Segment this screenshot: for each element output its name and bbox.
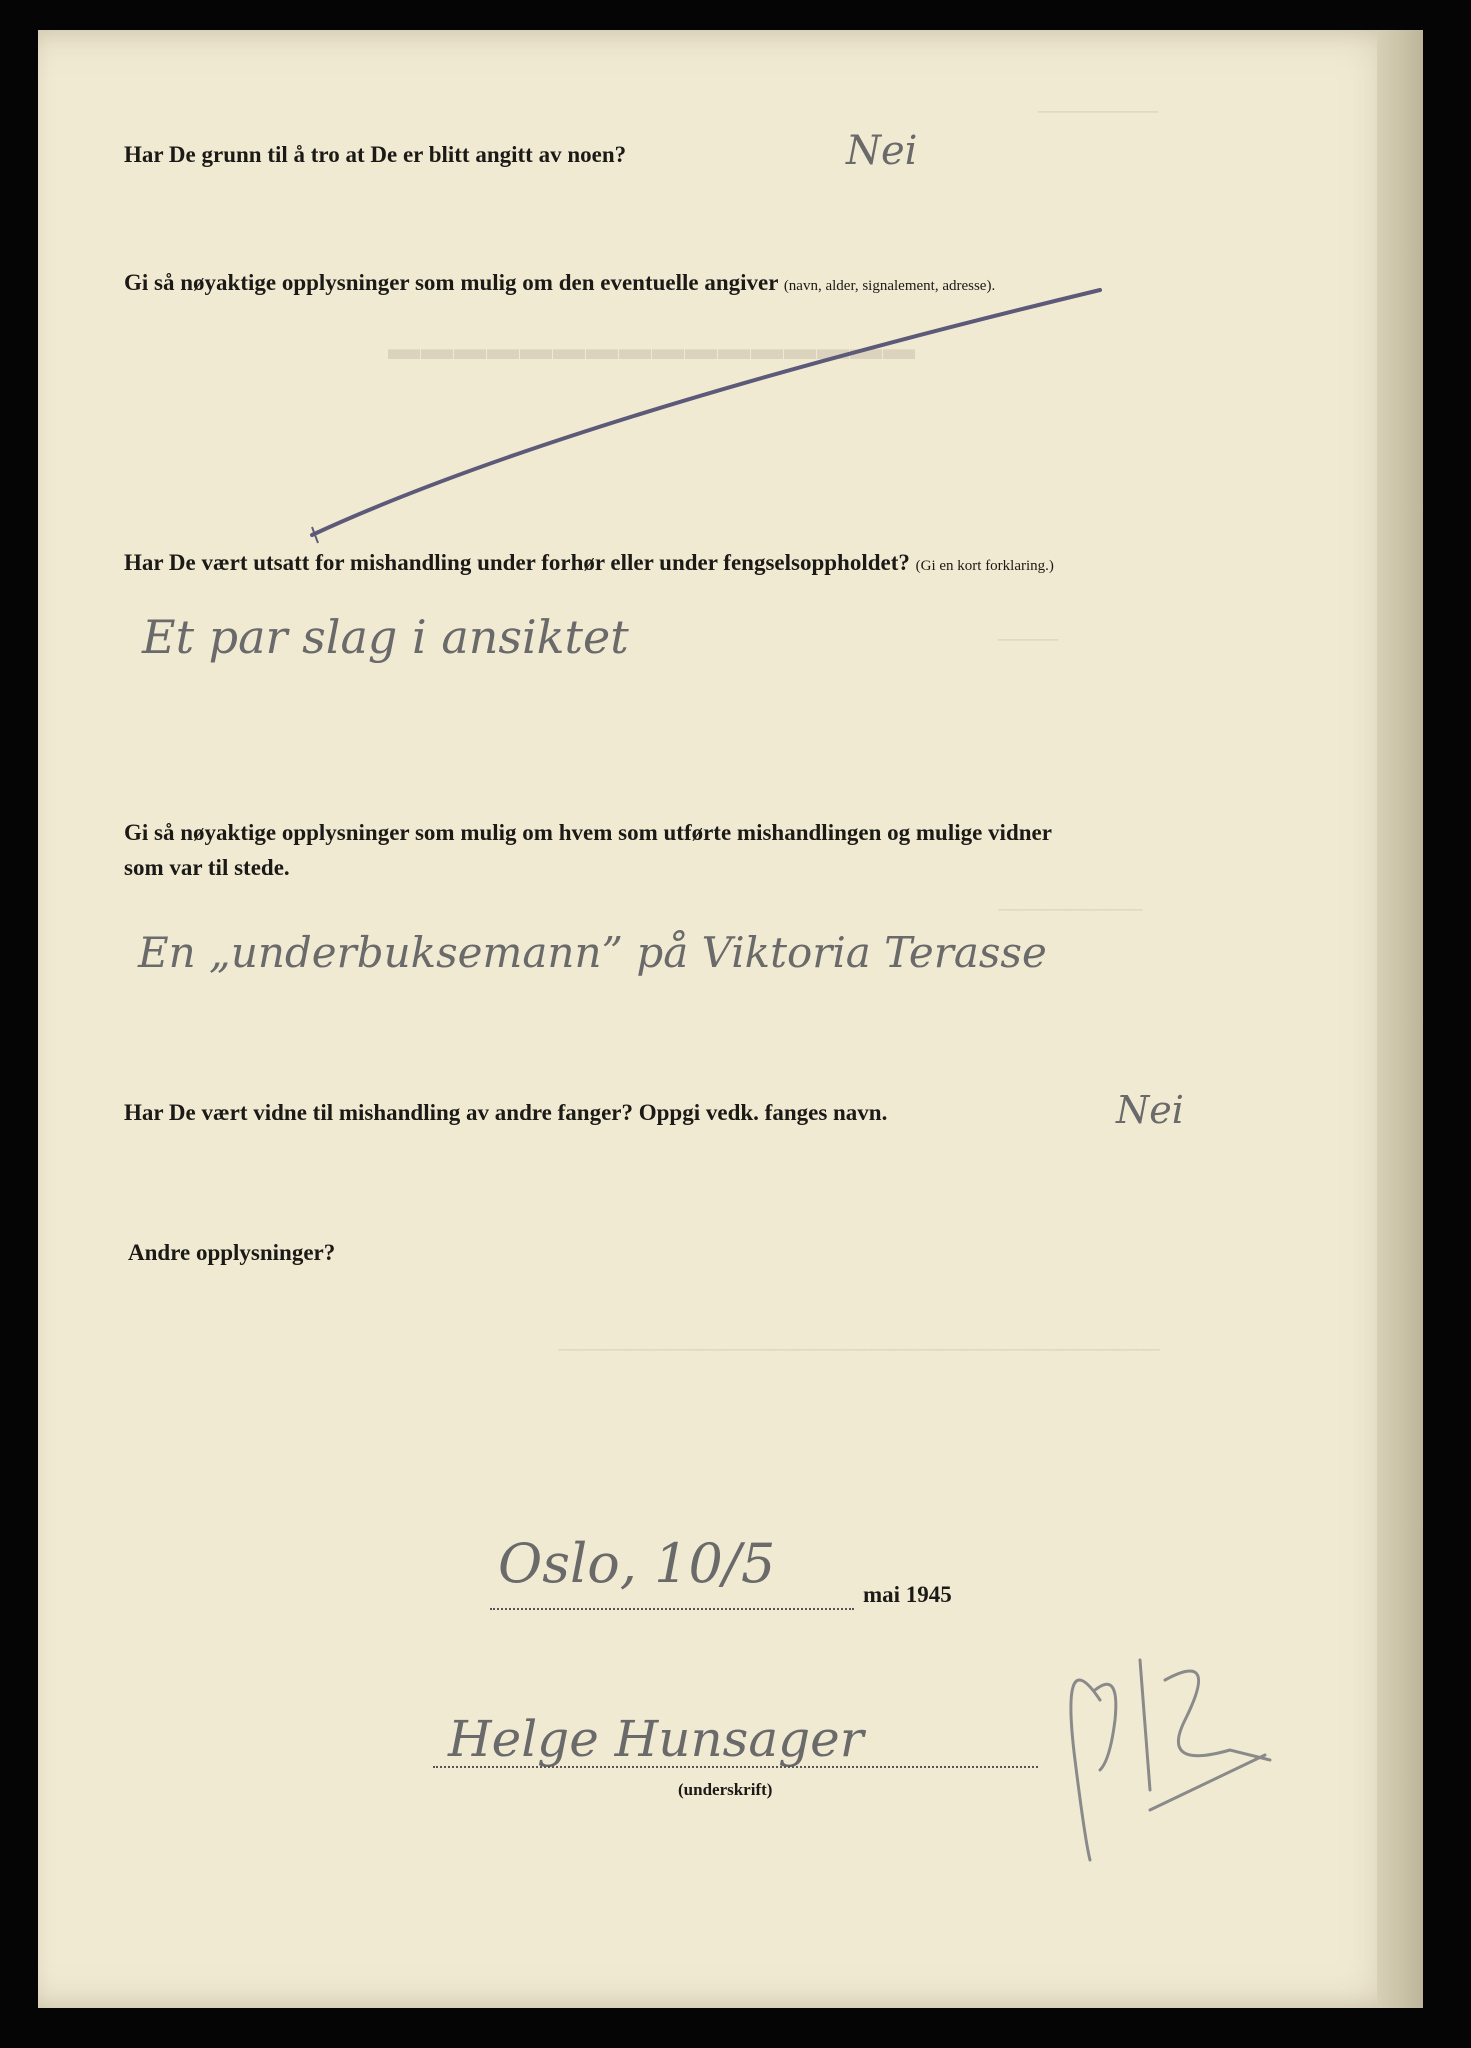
answer-3-handwritten: Et par slag i ansiktet	[142, 610, 629, 664]
bleed-through-line: ─────	[998, 630, 1059, 649]
question-4-text-line2: som var til stede.	[124, 855, 290, 880]
date-printed-text: mai 1945	[863, 1582, 952, 1607]
answer-4-handwritten: En „underbuksemann” på Viktoria Terasse	[138, 928, 1047, 977]
question-3-note: (Gi en kort forklaring.)	[915, 558, 1054, 574]
bleed-through-line: ────────────	[998, 900, 1143, 919]
question-1-text: Har De grunn til å tro at De er blitt angitt av noen?	[124, 142, 627, 167]
bleed-through-line: ──────────────────────────────────────────────────	[558, 1340, 1161, 1359]
strike-through-line	[312, 290, 1100, 535]
question-2-note: (navn, alder, signalement, adresse).	[783, 278, 996, 294]
bleed-through-title: ▬▬▬▬▬▬▬▬▬▬▬▬▬▬▬▬	[388, 330, 916, 366]
initials-mark	[1071, 1660, 1270, 1860]
answer-1-handwritten: Nei	[846, 128, 918, 174]
answer-5-handwritten: Nei	[1116, 1088, 1184, 1132]
question-2-text: Gi så nøyaktige opplysninger som mulig om den eventuelle angiver	[124, 270, 779, 295]
date-handwritten: Oslo, 10/5	[498, 1532, 776, 1595]
bleed-through-line: ──────────	[1038, 102, 1159, 121]
question-3-text: Har De vært utsatt for mishandling under forhør eller under fengselsoppholdet?	[124, 550, 910, 575]
question-6-text: Andre opplysninger?	[128, 1240, 336, 1265]
signature-handwritten: Helge Hunsager	[448, 1710, 864, 1768]
question-4-text-line1: Gi så nøyaktige opplysninger som mulig om hvem som utførte mishandlingen og mulige vidner	[124, 820, 1052, 845]
signature-label-text: (underskrift)	[678, 1780, 773, 1799]
question-5-text: Har De vært vidne til mishandling av andre fanger? Oppgi vedk. fanges navn.	[124, 1100, 888, 1125]
